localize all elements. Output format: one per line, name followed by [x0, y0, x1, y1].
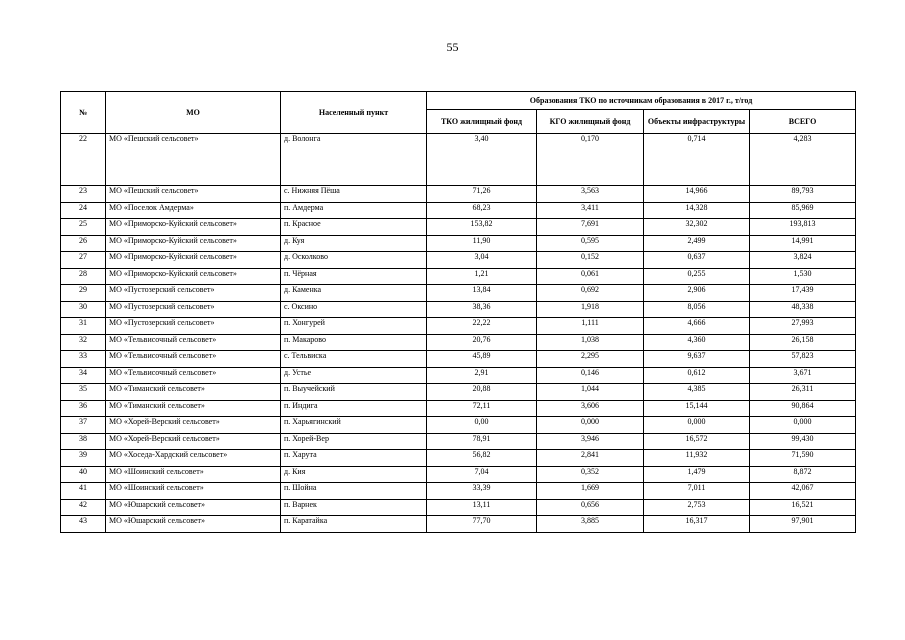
cell-settlement: п. Харьягинский [281, 417, 427, 434]
cell-mo: МО «Приморско-Куйский сельсовет» [106, 235, 281, 252]
cell-settlement: с. Оксино [281, 301, 427, 318]
cell-tko: 71,26 [427, 186, 537, 203]
cell-mo: МО «Тельвисочный сельсовет» [106, 334, 281, 351]
table-row [61, 334, 856, 351]
cell-settlement: с. Тельвиска [281, 351, 427, 368]
cell-kgo: 0,656 [537, 499, 644, 516]
page-number: 55 [446, 40, 459, 54]
cell-mo: МО «Поселок Амдерма» [106, 202, 281, 219]
cell-num: 39 [61, 450, 106, 467]
cell-total: 3,671 [750, 367, 856, 384]
cell-kgo: 0,000 [537, 417, 644, 434]
table-row [61, 235, 856, 252]
cell-total: 3,824 [750, 252, 856, 269]
cell-settlement: п. Харута [281, 450, 427, 467]
table-row [61, 483, 856, 500]
cell-mo: МО «Пустозерский сельсовет» [106, 301, 281, 318]
cell-kgo: 2,295 [537, 351, 644, 368]
cell-num: 35 [61, 384, 106, 401]
table-row [61, 318, 856, 335]
cell-total: 0,000 [750, 417, 856, 434]
cell-mo: МО «Хорей-Верский сельсовет» [106, 417, 281, 434]
cell-num: 31 [61, 318, 106, 335]
header-kgo: КГО жилищный фонд [537, 110, 644, 134]
table-row [61, 384, 856, 401]
cell-mo: МО «Хоседа-Хардский сельсовет» [106, 450, 281, 467]
cell-infra: 0,637 [644, 252, 750, 269]
table-row [61, 433, 856, 450]
cell-tko: 38,36 [427, 301, 537, 318]
table-row [61, 466, 856, 483]
header-total: ВСЕГО [750, 110, 856, 134]
cell-kgo: 3,606 [537, 400, 644, 417]
cell-infra: 4,666 [644, 318, 750, 335]
cell-tko: 45,89 [427, 351, 537, 368]
cell-settlement: п. Хонгурей [281, 318, 427, 335]
cell-num: 40 [61, 466, 106, 483]
cell-settlement: п. Каратайка [281, 516, 427, 533]
cell-infra: 2,499 [644, 235, 750, 252]
cell-settlement: д. Устье [281, 367, 427, 384]
cell-kgo: 3,946 [537, 433, 644, 450]
cell-tko: 20,76 [427, 334, 537, 351]
cell-mo: МО «Пешский сельсовет» [106, 134, 281, 186]
table-row [61, 367, 856, 384]
cell-kgo: 0,352 [537, 466, 644, 483]
cell-total: 17,439 [750, 285, 856, 302]
table-body [61, 134, 856, 533]
cell-num: 36 [61, 400, 106, 417]
header-mo: МО [106, 92, 281, 134]
cell-kgo: 1,044 [537, 384, 644, 401]
cell-settlement: п. Красное [281, 219, 427, 236]
cell-total: 26,158 [750, 334, 856, 351]
cell-infra: 7,011 [644, 483, 750, 500]
cell-settlement: п. Варнек [281, 499, 427, 516]
cell-total: 89,793 [750, 186, 856, 203]
cell-settlement: д. Осколково [281, 252, 427, 269]
cell-kgo: 0,152 [537, 252, 644, 269]
cell-kgo: 3,885 [537, 516, 644, 533]
cell-total: 8,872 [750, 466, 856, 483]
cell-num: 24 [61, 202, 106, 219]
cell-kgo: 7,691 [537, 219, 644, 236]
table-row [61, 301, 856, 318]
table-row [61, 516, 856, 533]
header-tko: ТКО жилищный фонд [427, 110, 537, 134]
cell-kgo: 0,595 [537, 235, 644, 252]
cell-total: 4,283 [750, 134, 856, 186]
cell-kgo: 0,170 [537, 134, 644, 186]
cell-mo: МО «Приморско-Куйский сельсовет» [106, 219, 281, 236]
cell-total: 193,813 [750, 219, 856, 236]
cell-tko: 33,39 [427, 483, 537, 500]
cell-infra: 9,637 [644, 351, 750, 368]
table-row [61, 134, 856, 186]
cell-settlement: с. Нижняя Пёша [281, 186, 427, 203]
cell-infra: 4,360 [644, 334, 750, 351]
cell-infra: 15,144 [644, 400, 750, 417]
cell-infra: 14,328 [644, 202, 750, 219]
cell-tko: 153,82 [427, 219, 537, 236]
cell-total: 85,969 [750, 202, 856, 219]
table-row [61, 417, 856, 434]
cell-mo: МО «Приморско-Куйский сельсовет» [106, 268, 281, 285]
cell-settlement: п. Макарово [281, 334, 427, 351]
cell-total: 71,590 [750, 450, 856, 467]
cell-infra: 0,255 [644, 268, 750, 285]
cell-mo: МО «Юшарский сельсовет» [106, 499, 281, 516]
cell-tko: 13,11 [427, 499, 537, 516]
cell-tko: 72,11 [427, 400, 537, 417]
table-row [61, 285, 856, 302]
cell-infra: 0,612 [644, 367, 750, 384]
header-settlement: Населенный пункт [281, 92, 427, 134]
cell-settlement: п. Амдерма [281, 202, 427, 219]
cell-tko: 3,04 [427, 252, 537, 269]
cell-mo: МО «Хорей-Верский сельсовет» [106, 433, 281, 450]
cell-total: 26,311 [750, 384, 856, 401]
cell-mo: МО «Тельвисочный сельсовет» [106, 367, 281, 384]
cell-tko: 0,00 [427, 417, 537, 434]
cell-tko: 68,23 [427, 202, 537, 219]
cell-tko: 1,21 [427, 268, 537, 285]
cell-num: 37 [61, 417, 106, 434]
cell-mo: МО «Тельвисочный сельсовет» [106, 351, 281, 368]
table-header [61, 92, 856, 134]
cell-tko: 2,91 [427, 367, 537, 384]
cell-mo: МО «Пустозерский сельсовет» [106, 318, 281, 335]
cell-tko: 22,22 [427, 318, 537, 335]
cell-num: 30 [61, 301, 106, 318]
table-row [61, 351, 856, 368]
cell-infra: 2,753 [644, 499, 750, 516]
cell-infra: 4,385 [644, 384, 750, 401]
cell-settlement: п. Чёрная [281, 268, 427, 285]
cell-num: 29 [61, 285, 106, 302]
cell-mo: МО «Шоинский сельсовет» [106, 466, 281, 483]
cell-tko: 11,90 [427, 235, 537, 252]
cell-num: 28 [61, 268, 106, 285]
cell-settlement: п. Шойна [281, 483, 427, 500]
cell-infra: 32,302 [644, 219, 750, 236]
cell-kgo: 1,918 [537, 301, 644, 318]
cell-tko: 20,88 [427, 384, 537, 401]
cell-total: 97,901 [750, 516, 856, 533]
cell-infra: 0,714 [644, 134, 750, 186]
cell-total: 99,430 [750, 433, 856, 450]
cell-kgo: 1,038 [537, 334, 644, 351]
cell-tko: 13,84 [427, 285, 537, 302]
cell-infra: 1,479 [644, 466, 750, 483]
table-row [61, 186, 856, 203]
cell-num: 23 [61, 186, 106, 203]
cell-infra: 2,906 [644, 285, 750, 302]
cell-tko: 3,40 [427, 134, 537, 186]
cell-settlement: п. Индига [281, 400, 427, 417]
cell-infra: 8,056 [644, 301, 750, 318]
cell-total: 1,530 [750, 268, 856, 285]
cell-settlement: п. Выучейский [281, 384, 427, 401]
cell-num: 32 [61, 334, 106, 351]
cell-kgo: 1,669 [537, 483, 644, 500]
cell-settlement: д. Каменка [281, 285, 427, 302]
table-row [61, 202, 856, 219]
header-group: Образования ТКО по источникам образования в 2017 г., т/год [427, 92, 856, 110]
cell-mo: МО «Юшарский сельсовет» [106, 516, 281, 533]
cell-num: 34 [61, 367, 106, 384]
cell-mo: МО «Пустозерский сельсовет» [106, 285, 281, 302]
cell-tko: 78,91 [427, 433, 537, 450]
table-row [61, 400, 856, 417]
cell-infra: 16,572 [644, 433, 750, 450]
cell-kgo: 3,411 [537, 202, 644, 219]
cell-num: 26 [61, 235, 106, 252]
cell-num: 27 [61, 252, 106, 269]
cell-settlement: д. Волонга [281, 134, 427, 186]
tko-table [60, 91, 856, 533]
header-infra: Объекты инфраструктуры [644, 110, 750, 134]
table-row [61, 450, 856, 467]
cell-tko: 77,70 [427, 516, 537, 533]
cell-num: 43 [61, 516, 106, 533]
cell-total: 42,067 [750, 483, 856, 500]
cell-total: 57,823 [750, 351, 856, 368]
cell-total: 90,864 [750, 400, 856, 417]
cell-tko: 56,82 [427, 450, 537, 467]
cell-mo: МО «Приморско-Куйский сельсовет» [106, 252, 281, 269]
cell-infra: 16,317 [644, 516, 750, 533]
cell-total: 16,521 [750, 499, 856, 516]
cell-total: 27,993 [750, 318, 856, 335]
table-row [61, 252, 856, 269]
cell-kgo: 3,563 [537, 186, 644, 203]
cell-settlement: п. Хорей-Вер [281, 433, 427, 450]
cell-settlement: д. Кия [281, 466, 427, 483]
cell-kgo: 1,111 [537, 318, 644, 335]
cell-mo: МО «Тиманский сельсовет» [106, 384, 281, 401]
cell-num: 41 [61, 483, 106, 500]
cell-total: 14,991 [750, 235, 856, 252]
cell-mo: МО «Шоинский сельсовет» [106, 483, 281, 500]
cell-mo: МО «Пешский сельсовет» [106, 186, 281, 203]
table-row [61, 219, 856, 236]
cell-num: 33 [61, 351, 106, 368]
cell-mo: МО «Тиманский сельсовет» [106, 400, 281, 417]
cell-tko: 7,04 [427, 466, 537, 483]
table-row [61, 268, 856, 285]
cell-infra: 0,000 [644, 417, 750, 434]
cell-kgo: 0,146 [537, 367, 644, 384]
cell-num: 42 [61, 499, 106, 516]
cell-total: 48,338 [750, 301, 856, 318]
cell-kgo: 0,692 [537, 285, 644, 302]
cell-infra: 14,966 [644, 186, 750, 203]
cell-settlement: д. Куя [281, 235, 427, 252]
cell-num: 38 [61, 433, 106, 450]
table-row [61, 499, 856, 516]
cell-kgo: 2,841 [537, 450, 644, 467]
header-num: № [61, 92, 106, 134]
cell-num: 25 [61, 219, 106, 236]
cell-num: 22 [61, 134, 106, 186]
cell-kgo: 0,061 [537, 268, 644, 285]
cell-infra: 11,932 [644, 450, 750, 467]
